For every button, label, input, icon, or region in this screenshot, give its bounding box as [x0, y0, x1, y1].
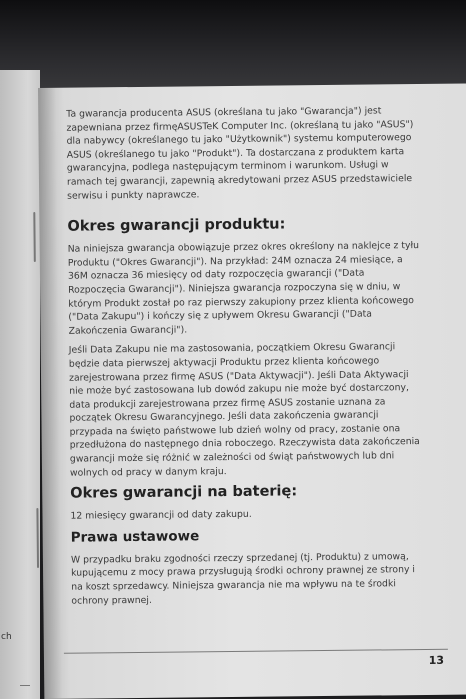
- activation-date-paragraph: Jeśli Data Zakupu nie ma zastosowania, początkiem Okresu Gwarancji będzie data pierwszej aktywacji Produktu przez klienta końcowego zarejestrowana przez firmę ASUS ("Data Aktywacji"). Jeśli Data Aktywacji nie może być zastosowana lub dowód zakupu nie może być dostarczony, data produkcji zarejestrowana przez firmę ASUS zostanie uznana za początek Okresu Gwarancyjnego. Jeśli data zakończenia gwarancji przypada na święto państwowe lub dzień wolny od pracy, zostanie ona przedłużona do następnego dnia roboczego. Rzeczywista data zakończenia gwarancji może się różnić w zależności od świąt państwowych lub dni wolnych od pracy w danym kraju.: [68, 341, 420, 479]
- statutory-rights-paragraph: W przypadku braku zgodności rzeczy sprzedanej (tj. Produktu) z umową, kupującemu z mocy prawa przysługują środki ochrony prawnej ze strony i na koszt sprzedawcy. Niniejsza gwarancja nie ma wpływu na te środki ochrony prawnej.: [70, 550, 416, 607]
- battery-warranty-paragraph: 12 miesięcy gwarancji od daty zakupu.: [70, 509, 252, 522]
- section-heading-battery-warranty: Okres gwarancji na baterię:: [70, 483, 298, 502]
- section-heading-product-warranty: Okres gwarancji produktu:: [67, 216, 286, 235]
- previous-page-text-fragment: ch: [1, 632, 12, 642]
- section-heading-statutory-rights: Prawa ustawowe: [70, 528, 200, 546]
- page-number: 13: [428, 653, 445, 667]
- intro-paragraph: Ta gwarancja producenta ASUS (określana tu jako "Gwarancja") jest zapewniana przez firmęASUSTeK Computer Inc. (określaną tu jako "ASUS") dla nabywcy (określanego tu jako "Użytkownik") systemu komputerowego ASUS (określanego tu jako "Produkt"). Ta dostarczana z produktem karta gwarancyjna, podlega następującym terminom i warunkom. Usługi w ramach tej gwarancji, zapewnią akredytowani przez ASUS przedstawiciele serwisu i punkty naprawcze.: [66, 105, 414, 202]
- previous-page-mark: [20, 685, 30, 686]
- footer-divider: [64, 649, 448, 654]
- page-content: [66, 104, 423, 614]
- manual-page: [38, 84, 466, 699]
- dark-background: [0, 0, 466, 95]
- spine-shadow: [38, 88, 62, 699]
- previous-page-edge: [0, 70, 40, 699]
- warranty-period-paragraph: Na niniejsza gwarancja obowiązuje przez okres określony na naklejce z tyłu Produktu ("Okres Gwarancji"). Na przykład: 24M oznacza 24 miesiące, a 36M oznacza 36 miesięcy od daty rozpoczęcia gwarancji ("Data Rozpoczęcia Gwarancji"). Niniejsza gwarancja rozpoczyna się w dniu, w którym Produkt został po raz pierwszy zakupiony przez klienta końcowego ("Data Zakupu") i kończy się z upływem Okresu Gwarancji ("Data Zakończenia Gwarancji").: [67, 240, 420, 337]
